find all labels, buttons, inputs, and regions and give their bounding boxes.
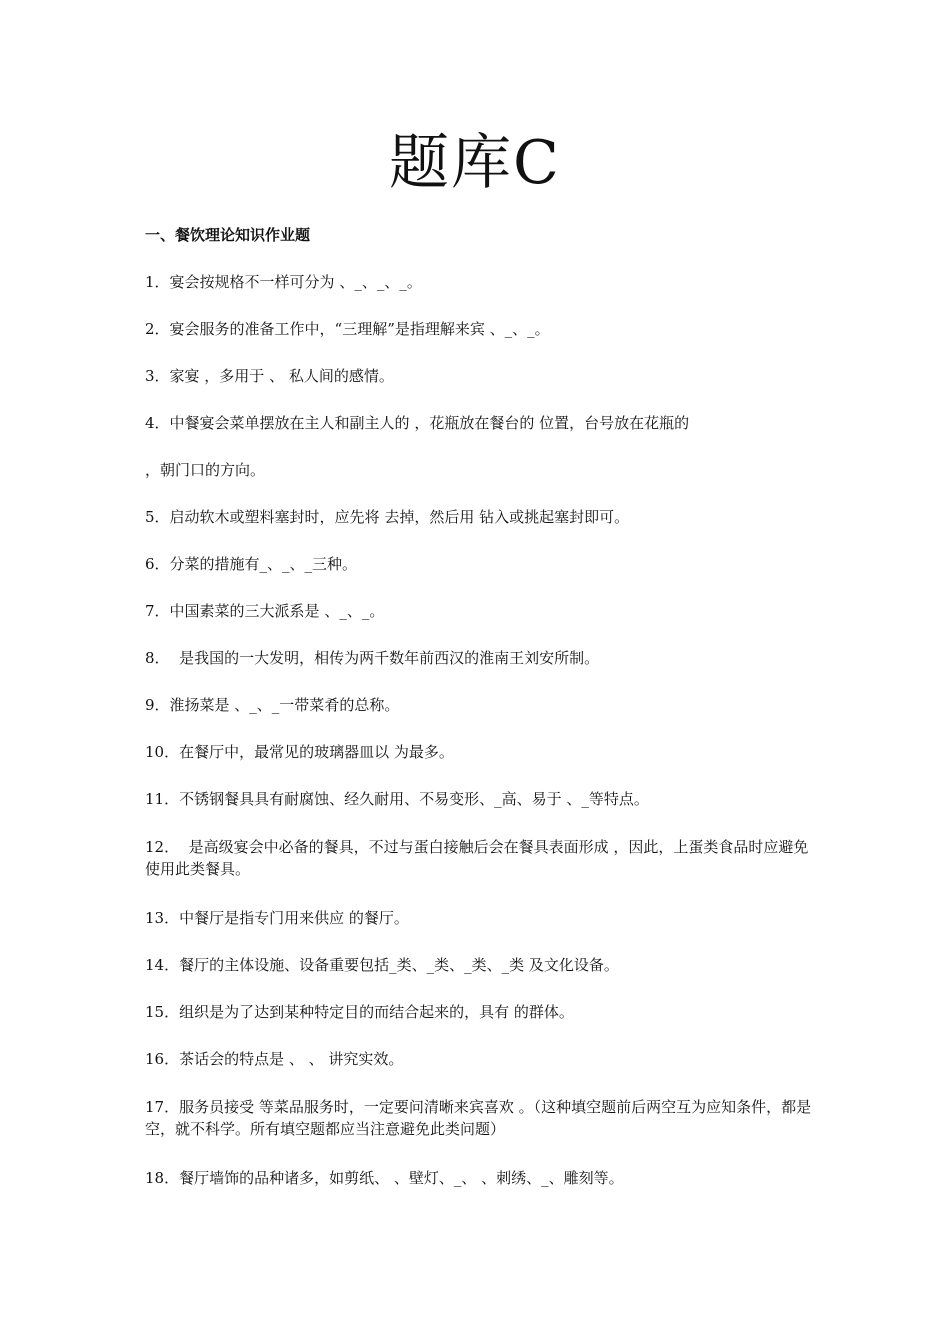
question-7: 7．中国素菜的三大派系是 、_、_。 (145, 602, 385, 620)
question-17: 17．服务员接受 等菜品服务时，一定要问清晰来宾喜欢 。（这种填空题前后两空互为应知条件，都是空，就不科学。所有填空题都应当注意避免此类问题） (145, 1098, 812, 1138)
question-11: 11．不锈钢餐具具有耐腐蚀、经久耐用、不易变形、_高、易于 、_等特点。 (145, 790, 649, 808)
question-10: 10．在餐厅中，最常见的玻璃器皿以 为最多。 (145, 743, 454, 761)
question-4-continuation: ，朝门口的方向。 (145, 461, 266, 479)
question-13: 13．中餐厅是指专门用来供应 的餐厅。 (145, 909, 409, 927)
question-12: 12． 是高级宴会中必备的餐具，不过与蛋白接触后会在餐具表面形成 ，因此，上蛋类食品时应避免使用此类餐具。 (145, 838, 809, 878)
question-4: 4．中餐宴会菜单摆放在主人和副主人的 ，花瓶放在餐台的 位置，台号放在花瓶的 (145, 414, 690, 432)
question-8: 8． 是我国的一大发明，相传为两千数年前西汉的淮南王刘安所制。 (145, 649, 600, 667)
question-16: 16．茶话会的特点是 、 、 讲究实效。 (145, 1050, 404, 1068)
question-9: 9．淮扬菜是 、_、_一带菜肴的总称。 (145, 696, 400, 714)
question-15: 15．组织是为了达到某种特定目的而结合起来的，具有 的群体。 (145, 1003, 574, 1021)
question-3: 3．家宴 ，多用于 、 私人间的感情。 (145, 367, 394, 385)
question-2: 2．宴会服务的准备工作中，“三理解”是指理解来宾 、_、_。 (145, 320, 550, 338)
document-title: 题库C (389, 128, 561, 198)
question-1: 1．宴会按规格不一样可分为 、_、_、_。 (145, 273, 422, 291)
question-6: 6．分菜的措施有_、_、_三种。 (145, 555, 358, 573)
question-14: 14．餐厅的主体设施、设备重要包括_类、_类、_类、_类 及文化设备。 (145, 956, 619, 974)
section-heading: 一、餐饮理论知识作业题 (145, 226, 311, 244)
question-5: 5．启动软木或塑料塞封时，应先将 去掉，然后用 钻入或挑起塞封即可。 (145, 508, 630, 526)
question-18: 18．餐厅墙饰的品种诸多，如剪纸、 、壁灯、_、 、刺绣、_、雕刻等。 (145, 1169, 624, 1187)
